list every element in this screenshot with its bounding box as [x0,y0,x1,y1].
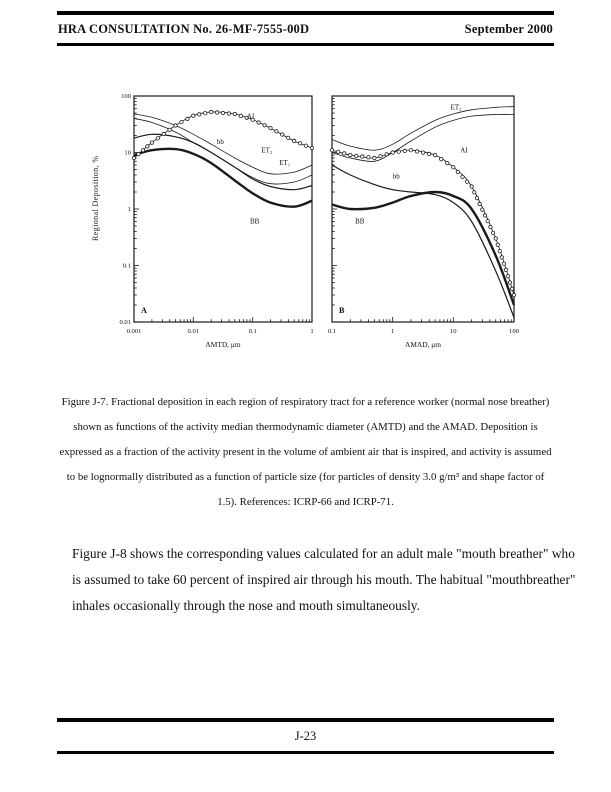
series-AI-marker [379,155,382,158]
y-axis-title: Regional Deposition, % [91,155,100,241]
y-tick-label: 0.01 [119,319,131,327]
plot-frame [134,96,312,322]
chart-panel-a [100,88,318,356]
y-tick-label: 1 [127,206,131,214]
text-line: to be lognormally distributed as a function of particle size (for particles of density 3.0 g/m³ and shape factor of [66,471,545,483]
text-line: expressed as a fraction of the activity present in the volume of ambient air that is inspired, and activity is assumed [59,446,552,458]
text-line: 1.5). References: ICRP-66 and ICRP-71. [217,496,394,508]
figure-j7-charts [0,88,611,356]
report-number: HRA CONSULTATION No. 26-MF-7555-00D [58,22,310,36]
panel-label: A [141,306,147,315]
series-AI-marker [508,281,511,284]
page-footer [0,718,611,754]
series-AI-marker [409,149,412,152]
series-AI-marker [281,133,284,136]
text-line: is assumed to take 60 percent of inspired air through his mouth. The habitual "mouthbreather" [72,572,576,587]
x-axis-label: AMTD, μm [205,340,241,349]
series-ET2-label: ET₂ [450,103,462,112]
series-AI-marker [504,268,507,271]
series-AI-marker [349,153,352,156]
top-horizontal-rule [57,11,554,15]
series-AI-marker [502,262,505,265]
x-tick-label: 10 [450,328,457,335]
x-tick-label: 0.1 [248,328,257,335]
series-AI-marker [336,150,339,153]
series-AI-marker [481,208,484,211]
x-tick-label: 100 [509,328,519,335]
series-AI-marker [427,152,430,155]
panel-label: B [339,306,345,315]
series-AI-marker [168,128,171,131]
series-AI-marker [373,156,376,159]
series-AI-marker [150,141,153,144]
series-AI-marker [221,111,224,114]
series-AI-marker [361,155,364,158]
series-BB-label: BB [355,217,365,226]
series-AI-marker [456,170,459,173]
series-AI-marker [461,175,464,178]
page-number: J-23 [294,729,317,743]
x-tick-label: 0.01 [187,328,200,335]
series-AI-marker [263,124,266,127]
series-AI-marker [174,124,177,127]
header-horizontal-rule [57,43,554,46]
text-line: shown as functions of the activity median thermodynamic diameter (AMTD) and the AMAD. Deposition is [73,421,538,433]
series-AI-marker [496,243,499,246]
series-AI-marker [186,117,189,120]
series-AI-marker [512,293,515,296]
series-AI-marker [498,249,501,252]
figure-caption [60,390,552,515]
series-AI-marker [233,112,236,115]
y-tick-label: 100 [121,93,131,101]
series-AI-marker [204,112,207,115]
series-AI-marker [470,185,473,188]
series-AI-marker [215,111,218,114]
series-AI-marker [298,142,301,145]
chart-panel-b [318,88,520,356]
series-ET2 [332,107,514,151]
series-AI-marker [367,156,370,159]
series-AI-marker [198,113,201,116]
series-AI-marker [304,144,307,147]
series-AI-marker [403,149,406,152]
body-paragraph [72,541,576,619]
series-AI-marker [506,275,509,278]
text-line: Figure J-7. Fractional deposition in each region of respiratory tract for a reference worker (normal nose breather) [61,396,550,408]
x-tick-label: 0.1 [327,328,337,335]
series-AI-marker [343,152,346,155]
series-AI-marker [391,151,394,154]
series-bb-label: bb [392,172,400,181]
series-AI-marker [132,156,135,159]
series-AI-marker [275,130,278,133]
series-ET2-label: ET₂ [261,146,273,155]
series-AI-marker [465,180,468,183]
y-tick-label: 10 [124,149,131,157]
series-AI-marker [385,153,388,156]
series-AI-marker [180,121,183,124]
series-AI-marker [489,225,492,228]
series-AI-marker [227,112,230,115]
series-AI-marker [486,220,489,223]
text-line: Figure J-8 shows the corresponding values calculated for an adult male "mouth breather" who [72,546,575,561]
series-AI-marker [473,191,476,194]
series-AI-marker [156,137,159,140]
series-AI-marker [210,110,213,113]
series-AI-marker [415,150,418,153]
series-AI-marker [137,152,140,155]
series-AI-marker [421,151,424,154]
series-AI-label: AI [460,146,468,155]
series-BB-label: BB [250,217,260,226]
text-line: inhales occasionally through the nose and mouth simultaneously. [72,598,420,613]
series-AI-marker [475,196,478,199]
series-AI-marker [239,114,242,117]
series-bb-label: bb [216,138,224,147]
series-AI-marker [452,166,455,169]
series-AI-marker [146,145,149,148]
x-tick-label: 0.001 [126,328,142,335]
series-AI-marker [478,202,481,205]
series-AI-marker [292,139,295,142]
x-axis-label: AMAD, μm [405,340,441,349]
series-AI-marker [446,161,449,164]
series-AI-marker [310,146,313,149]
series-AI-marker [141,149,144,152]
series-AI-marker [483,214,486,217]
footer-bottom-rule [57,751,554,754]
series-BB [134,146,312,207]
series-AI-marker [510,287,513,290]
series-AI-marker [491,231,494,234]
series-AI-marker [162,132,165,135]
series-AI-marker [192,114,195,117]
series-AI-marker [500,256,503,259]
x-tick-label: 1 [391,328,395,335]
series-AI-marker [355,154,358,157]
series-AI-marker [440,157,443,160]
series-AI-marker [433,153,436,156]
series-AI-marker [257,121,260,124]
x-tick-label: 1 [310,328,314,335]
series-AI-marker [397,150,400,153]
series-AI-label: AI [246,112,255,121]
series-ET1-label: ET₁ [279,159,291,167]
page-header [58,22,553,37]
footer-top-rule [57,718,554,722]
series-AI-marker [287,136,290,139]
y-tick-label: 0.1 [122,262,131,270]
series-AI-marker [330,149,333,152]
series-BB [332,192,514,305]
series-AI-marker [494,237,497,240]
series-bb [332,165,514,318]
report-date: September 2000 [464,22,553,36]
series-AI-marker [269,126,272,129]
